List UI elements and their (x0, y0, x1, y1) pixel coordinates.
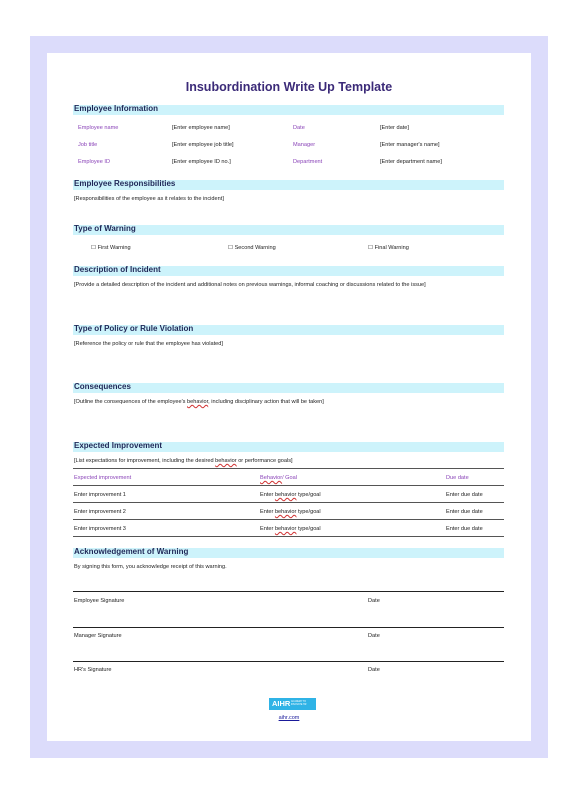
employee-signature-label: Employee Signature (74, 598, 125, 604)
employee-name-field[interactable]: [Enter employee name] (172, 125, 230, 131)
table-header-behavior-goal: Behavior/ Goal (260, 475, 298, 481)
employee-name-label: Employee name (78, 125, 119, 131)
section-description-of-incident: Description of Incident (73, 266, 504, 276)
table-row-3-item[interactable]: Enter improvement 3 (74, 526, 126, 532)
section-acknowledgement: Acknowledgement of Warning (73, 548, 504, 558)
section-employee-information: Employee Information (73, 105, 504, 115)
section-policy-violation: Type of Policy or Rule Violation (73, 325, 504, 335)
manager-signature-label: Manager Signature (74, 633, 122, 639)
acknowledgement-text: By signing this form, you acknowledge receipt of this warning. (74, 564, 227, 570)
table-header-expected-improvement: Expected improvement (74, 475, 132, 481)
second-warning-checkbox[interactable]: ☐ Second Warning (228, 245, 276, 251)
job-title-field[interactable]: [Enter employee job title] (172, 142, 234, 148)
manager-field[interactable]: [Enter manager's name] (380, 142, 440, 148)
consequences-text[interactable]: [Outline the consequences of the employee's behavior, including disciplinary action that will be taken] (74, 399, 324, 405)
aihr-logo: AIHR ACADEMY TO INNOVATE HR (269, 698, 316, 710)
section-consequences: Consequences (73, 383, 504, 393)
improvement-intro-text[interactable]: [List expectations for improvement, including the desired behavior or performance goals] (74, 458, 293, 464)
manager-label: Manager (293, 142, 316, 148)
section-employee-responsibilities: Employee Responsibilities (73, 180, 504, 190)
employee-id-field[interactable]: [Enter employee ID no.] (172, 159, 231, 165)
table-bottom-rule (73, 536, 504, 537)
employee-id-label: Employee ID (78, 159, 111, 165)
table-row-3-goal[interactable]: Enter behavior type/goal (260, 526, 321, 532)
table-row-2-goal[interactable]: Enter behavior type/goal (260, 509, 321, 515)
employee-signature-date-label: Date (368, 598, 380, 604)
document-title: Insubordination Write Up Template (185, 80, 393, 94)
department-field[interactable]: [Enter department name] (380, 159, 442, 165)
section-type-of-warning: Type of Warning (73, 225, 504, 235)
hr-signature-date-label: Date (368, 667, 380, 673)
table-row-1-item[interactable]: Enter improvement 1 (74, 492, 126, 498)
table-row-1-goal[interactable]: Enter behavior type/goal (260, 492, 321, 498)
hr-signature-line[interactable] (73, 661, 504, 662)
job-title-label: Job title (78, 142, 98, 148)
employee-signature-line[interactable] (73, 591, 504, 592)
table-row-rule (73, 485, 504, 486)
table-top-rule (73, 468, 504, 469)
table-row-rule (73, 502, 504, 503)
document-page (47, 53, 531, 741)
manager-signature-line[interactable] (73, 627, 504, 628)
table-row-rule (73, 519, 504, 520)
date-field[interactable]: [Enter date] (380, 125, 409, 131)
aihr-link[interactable]: aihr.com (278, 715, 300, 721)
table-row-2-due[interactable]: Enter due date (446, 509, 483, 515)
table-row-1-due[interactable]: Enter due date (446, 492, 483, 498)
description-text[interactable]: [Provide a detailed description of the incident and additional notes on previous warnings, informal coaching or discussions related to the issue] (74, 282, 426, 288)
first-warning-checkbox[interactable]: ☐ First Warning (91, 245, 131, 251)
policy-text[interactable]: [Reference the policy or rule that the employee has violated] (74, 341, 223, 347)
manager-signature-date-label: Date (368, 633, 380, 639)
department-label: Department (293, 159, 323, 165)
table-row-2-item[interactable]: Enter improvement 2 (74, 509, 126, 515)
table-header-due-date: Due date (446, 475, 469, 481)
final-warning-checkbox[interactable]: ☐ Final Warning (368, 245, 409, 251)
responsibilities-text[interactable]: [Responsibilities of the employee as it relates to the incident] (74, 196, 224, 202)
hr-signature-label: HR's Signature (74, 667, 112, 673)
section-expected-improvement: Expected Improvement (73, 442, 504, 452)
table-row-3-due[interactable]: Enter due date (446, 526, 483, 532)
date-label: Date (293, 125, 305, 131)
